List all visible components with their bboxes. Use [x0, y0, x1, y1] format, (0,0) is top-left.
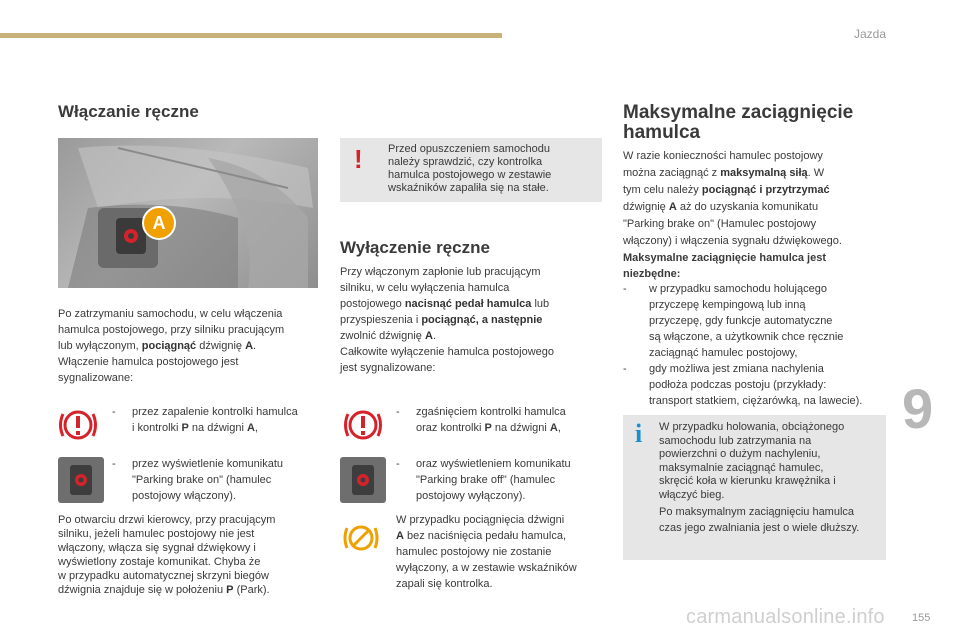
- chapter-number: 9: [902, 377, 934, 440]
- info-box: [623, 415, 886, 560]
- brake-indicator-orange-icon: [343, 520, 379, 556]
- info-icon: i: [635, 419, 643, 448]
- middle-intro-paragraph: Przy włączonym zapłonie lub pracującym silniku, w celu wyłączenia hamulca postojowego nacisnąć pedał hamulca lub przyspieszenia i pociągnąć, a następnie zwolnić dźwignię A. Całkowite wyłączenie hamulca postojowego jest sygnalizowane:: [340, 266, 555, 374]
- watermark: carmanualsonline.info: [686, 606, 885, 628]
- middle-note-paragraph: W przypadku pociągnięcia dźwigni A bez naciśnięcia pedału hamulca, hamulec postojowy nie zostanie wyłączony, a w zestawie wskaźników zapali się kontrolka.: [396, 514, 577, 590]
- left-door-paragraph: Po otwarciu drzwi kierowcy, przy pracującym silniku, jeżeli hamulec postojowy nie jest włączony, włącza się sygnał dźwiękowy i wyświetlony zostaje komunikat. Chyba że w przypadku automatycznej skrzyni biegów dźwignia znajduje się w położeniu P (Park).: [58, 514, 276, 596]
- right-intro-paragraph: W razie konieczności hamulec postojowy można zaciągnąć z maksymalną siłą. W tym celu należy pociągnąć i przytrzymać dźwignię A aż do uzyskania komunikatu "Parking brake on" (Hamulec postojowy włączony) i włączenia sygnału dźwiękowego.: [623, 150, 842, 247]
- parking-brake-photo: [58, 138, 318, 288]
- right-title: Maksymalne zaciągnięcie hamulca: [623, 102, 854, 143]
- brake-warning-light-off-icon: [343, 405, 383, 445]
- section-title: Jazda: [853, 27, 886, 41]
- warning-box: [340, 138, 602, 202]
- page-number: 155: [912, 612, 931, 624]
- info-box-text: W przypadku holowania, obciążonego samochodu lub zatrzymania na powierzchni o dużym nachyleniu, maksymalnie zaciągnąć hamulec, skręcić koła w kierunku krawężnika i włączyć bieg. Po maksymalnym zaciągnięciu hamulca czas jego zwalniania jest o wiele dłuższy.: [659, 421, 860, 534]
- parking-brake-illustration: [58, 138, 318, 288]
- middle-title: Wyłączenie ręczne: [340, 238, 490, 257]
- lever-a-badge: A: [142, 206, 176, 240]
- top-accent-bar: [0, 33, 502, 38]
- exclamation-icon: !: [354, 144, 363, 174]
- left-intro-paragraph: Po zatrzymaniu samochodu, w celu włączenia hamulca postojowego, przy silniku pracującym lub wyłączonym, pociągnąć dźwignię A. Włączenie hamulca postojowego jest sygnalizowane:: [58, 308, 285, 384]
- brake-warning-light-icon: [58, 405, 98, 445]
- left-title: Włączanie ręczne: [58, 102, 199, 121]
- right-subheading: Maksymalne zaciągnięcie hamulca jest niezbędne:: [623, 252, 826, 280]
- warning-box-text: Przed opuszczeniem samochodu należy sprawdzić, czy kontrolka hamulca postojowego w zestawie wskaźników zapaliła się na stałe.: [388, 143, 552, 194]
- brake-switch-on-image: [58, 457, 104, 503]
- brake-switch-off-image: [340, 457, 386, 503]
